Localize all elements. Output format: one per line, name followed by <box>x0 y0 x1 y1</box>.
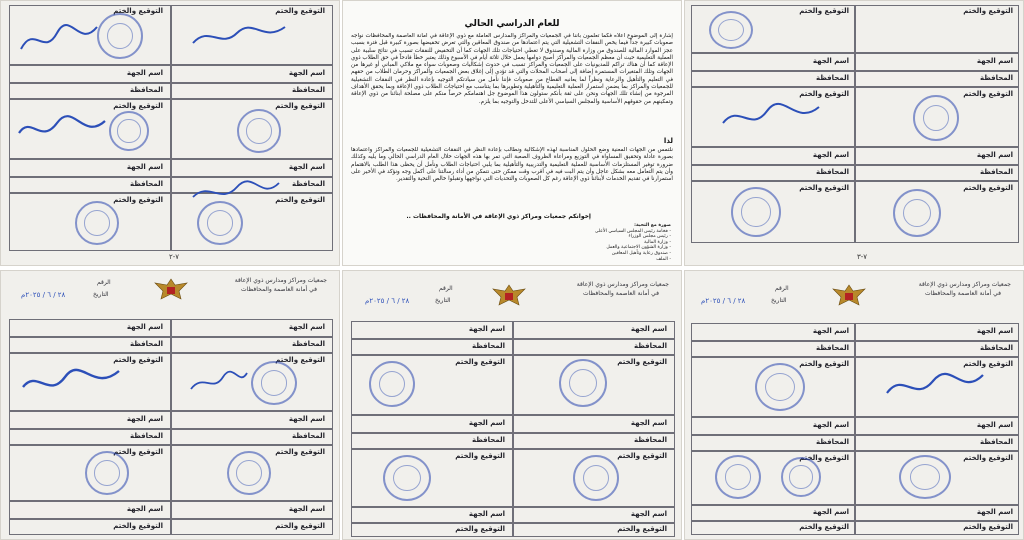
governorate-label: المحافظة <box>291 432 325 440</box>
governorate-label: المحافظة <box>633 436 667 444</box>
signature-stamp-label: التوقيع والختم <box>113 522 163 530</box>
round-stamp-icon <box>559 359 607 407</box>
entity-name-label: اسم الجهة <box>976 508 1013 516</box>
governorate-label: المحافظة <box>471 436 505 444</box>
handwritten-signature-icon <box>885 367 985 407</box>
round-stamp-icon <box>913 95 959 141</box>
page-number: ٧-٢ <box>169 253 180 261</box>
signature-stamp-label: التوقيع والختم <box>963 523 1013 531</box>
letter-paragraph-1: إشارة إلى الموضوع أعلاه فكما تعلمون بأننا في الجمعيات والمراكز والمدارس العاملة مع ذوي الإعاقة في أمانة العاصمة والمحافظات نواجه صعوبات كبيرة جداً فيما يخص النفقات التشغيلية التي يتم اعتمادها من صندوق المعاقين والتي تعرض تخفيضها بصورة كبيرة قبل فترة بسبب عجز الموارد المالية للصندوق من وزارة المالية وصندوق لا تغطي احتياجات تلك الجهات كما أن التخفيض للنفقات تسبب في نتائج سلبية على العملية التعليمية حيث أن معظم الجمعيات والمراكز أصبح دوامها يعمل خلال ثلاثة أيام في الأسبوع وذلك يعتبر خطأ فادحاً في حق الطلاب ذوي الإعاقة كما أن هناك تراكم للمديونيات على الجمعيات والمراكز تسبب في حدوث إشكاليات وصعوبات سواء مع ملاكي المباني أو غيرها من الجهات وتلك المتغيرات المستمرة إضافة إلى أصحاب المحلات والتي قد تؤدي إلى إغلاق بعض الجمعيات والمراكز وحرمان الطلاب من حقهم في التعليم والتأهيل والرعاية ونظراً لما يعانيه القطاع من صعوبات فإننا نأمل من سيادتكم التوجيه بإعادة النظر في النفقات التشغيلية للجمعيات والمراكز بما يضمن استمرار العملية التعليمية والتأهيلية وتطويرها بما يتناسب مع احتياجات الطلاب ذوي الإعاقة وبما يحقق الأهداف المرجوة من إنشاء تلك الجهات ونحن على ثقة بأنكم ستولون هذا الموضوع جل اهتمامكم حرصاً منكم على مصلحة أبنائنا من ذوي الإعاقة وتمكينهم من حقوقهم الأساسية والمجلس السياسي الأعلى للتدخل والتوجيه بما يلزم. <box>351 33 673 105</box>
form-photo-top-right <box>684 0 1024 266</box>
governorate-label: المحافظة <box>291 180 325 188</box>
list-item: - فخامة رئيس المجلس السياسي الأعلى <box>594 228 671 234</box>
handwritten-signature-icon <box>17 111 107 147</box>
entity-name-label: اسم الجهة <box>812 57 849 65</box>
entity-name-label: اسم الجهة <box>288 69 325 77</box>
handwritten-signature-icon <box>191 177 281 207</box>
signature-stamp-label: التوقيع والختم <box>799 523 849 531</box>
page-number: ٧-٣ <box>857 253 868 261</box>
governorate-label: المحافظة <box>979 168 1013 176</box>
governorate-label: المحافظة <box>815 168 849 176</box>
form-header-line-1: جمعيات ومراكز ومدارس ذوي الإعاقة <box>576 281 669 288</box>
entity-name-label: اسم الجهة <box>976 327 1013 335</box>
list-item: - وزارة المالية <box>644 239 671 245</box>
signature-stamp-label: التوقيع والختم <box>275 356 325 364</box>
form-header-line-2: في أمانة العاصمة والمحافظات <box>240 286 317 293</box>
entity-name-label: اسم الجهة <box>126 323 163 331</box>
governorate-label: المحافظة <box>979 438 1013 446</box>
number-label: الرقم <box>439 285 453 292</box>
signature-stamp-label: التوقيع والختم <box>275 196 325 204</box>
signature-stamp-label: التوقيع والختم <box>617 358 667 366</box>
form-photo-bottom-left <box>0 270 340 540</box>
round-stamp-icon <box>97 13 143 59</box>
entity-name-label: اسم الجهة <box>288 163 325 171</box>
governorate-label: المحافظة <box>291 86 325 94</box>
entity-name-label: اسم الجهة <box>468 419 505 427</box>
signature-stamp-label: التوقيع والختم <box>963 184 1013 192</box>
signature-stamp-label: التوقيع والختم <box>455 358 505 366</box>
handwritten-signature-icon <box>189 15 289 55</box>
round-stamp-icon <box>731 187 781 237</box>
entity-name-label: اسم الجهة <box>976 57 1013 65</box>
signature-stamp-label: التوقيع والختم <box>617 525 667 533</box>
entity-name-label: اسم الجهة <box>288 323 325 331</box>
round-stamp-icon <box>899 455 951 499</box>
letter-paragraph-2: نلتمس من الجهات المعنية وضع الحلول المناسبة لهذه الإشكالية ونطالب بإعادة النظر في النفقات التشغيلية للجمعيات والمراكز واعتمادها بصورة عادلة وتحقيق المساواة في التوزيع ومراعاة الظروف الصعبة التي تمر بها هذه الجهات خلال العام الدراسي الحالي وما يليه وكذلك ضرورة توفير المستلزمات الأساسية للعملية التعليمية والتدريبية والتأهيلية بما يلبي احتياجات الطلاب ونأمل أن يحظى هذا الطلب بالاهتمام وأن يتم التعامل معه بشكل عاجل وأن يتم البت فيه في أقرب وقت ممكن حتى نتمكن من أداء رسالتنا على أكمل وجه ونؤكد في الأخير على استمرارنا في تقديم الخدمات لأبنائنا ذوي الإعاقة رغم كل الصعوبات والتحديات التي نواجهها وتقبلوا خالص التحية والتقدير. <box>351 147 673 183</box>
form-photo-top-left <box>0 0 340 266</box>
signature-stamp-label: التوقيع والختم <box>455 452 505 460</box>
letter-heading: للعام الدراسي الحالي <box>464 19 560 29</box>
signature-stamp-label: التوقيع والختم <box>275 102 325 110</box>
round-stamp-icon <box>573 455 619 501</box>
governorate-label: المحافظة <box>815 438 849 446</box>
entity-name-label: اسم الجهة <box>126 69 163 77</box>
signature-stamp-label: التوقيع والختم <box>963 7 1013 15</box>
form-header-line-2: في أمانة العاصمة والمحافظات <box>582 290 659 297</box>
round-stamp-icon <box>755 363 805 411</box>
handwritten-signature-icon <box>21 363 121 403</box>
round-stamp-icon <box>383 455 431 501</box>
date-value: ٢٨ / ٦ / ٢٠٢٥م <box>701 297 746 305</box>
governorate-label: المحافظة <box>129 432 163 440</box>
signature-stamp-label: التوقيع والختم <box>963 90 1013 98</box>
governorate-label: المحافظة <box>129 86 163 94</box>
date-value: ٢٨ / ٦ / ٢٠٢٥م <box>21 291 66 299</box>
entity-name-label: اسم الجهة <box>288 505 325 513</box>
entity-name-label: اسم الجهة <box>630 510 667 518</box>
form-header-line-2: في أمانة العاصمة والمحافظات <box>924 290 1001 297</box>
entity-name-label: اسم الجهة <box>468 510 505 518</box>
form-header-line-1: جمعيات ومراكز ومدارس ذوي الإعاقة <box>234 277 327 284</box>
signature-stamp-label: التوقيع والختم <box>799 184 849 192</box>
governorate-label: المحافظة <box>979 344 1013 352</box>
governorate-label: المحافظة <box>291 340 325 348</box>
form-photo-bottom-center <box>342 270 682 540</box>
yemen-eagle-emblem-icon <box>151 277 191 301</box>
entity-name-label: اسم الجهة <box>812 508 849 516</box>
governorate-label: المحافظة <box>633 342 667 350</box>
signature-table <box>1 1 339 265</box>
entity-name-label: اسم الجهة <box>630 325 667 333</box>
entity-name-label: اسم الجهة <box>126 505 163 513</box>
list-item: - صندوق رعاية وتأهيل المعاقين <box>611 250 671 256</box>
round-stamp-icon <box>251 361 297 405</box>
governorate-label: المحافظة <box>129 180 163 188</box>
date-label: التاريخ <box>93 291 109 298</box>
distribution-heading: صورة مع التحية: <box>634 223 671 228</box>
round-stamp-icon <box>227 451 271 495</box>
signature-stamp-label: التوقيع والختم <box>799 90 849 98</box>
signature-stamp-label: التوقيع والختم <box>617 452 667 460</box>
date-label: التاريخ <box>771 297 787 304</box>
signature-stamp-label: التوقيع والختم <box>963 360 1013 368</box>
entity-name-label: اسم الجهة <box>126 415 163 423</box>
round-stamp-icon <box>715 455 761 499</box>
signature-stamp-label: التوقيع والختم <box>113 356 163 364</box>
number-label: الرقم <box>775 285 789 292</box>
distribution-list <box>595 223 671 262</box>
signature-stamp-label: التوقيع والختم <box>455 525 505 533</box>
entity-name-label: اسم الجهة <box>630 419 667 427</box>
round-stamp-icon <box>197 201 243 245</box>
yemen-eagle-emblem-icon <box>489 283 529 307</box>
form-header-line-1: جمعيات ومراكز ومدارس ذوي الإعاقة <box>918 281 1011 288</box>
signature-stamp-label: التوقيع والختم <box>963 454 1013 462</box>
signature-stamp-label: التوقيع والختم <box>113 448 163 456</box>
entity-name-label: اسم الجهة <box>468 325 505 333</box>
signature-stamp-label: التوقيع والختم <box>275 7 325 15</box>
list-item: - وزارة الشؤون الاجتماعية والعمل <box>606 245 671 251</box>
round-stamp-icon <box>109 111 149 151</box>
signature-table <box>685 1 1023 265</box>
form-photo-bottom-right <box>684 270 1024 540</box>
governorate-label: المحافظة <box>129 340 163 348</box>
round-stamp-icon <box>709 11 753 49</box>
entity-name-label: اسم الجهة <box>126 163 163 171</box>
signature-stamp-label: التوقيع والختم <box>799 7 849 15</box>
handwritten-signature-icon <box>19 19 99 59</box>
date-value: ٢٨ / ٦ / ٢٠٢٥م <box>365 297 410 305</box>
round-stamp-icon <box>369 361 415 407</box>
letter-document <box>342 0 682 266</box>
number-label: الرقم <box>97 279 111 286</box>
entity-name-label: اسم الجهة <box>976 151 1013 159</box>
round-stamp-icon <box>237 109 281 153</box>
signature-stamp-label: التوقيع والختم <box>113 102 163 110</box>
list-item: - الملف <box>656 256 671 262</box>
round-stamp-icon <box>781 457 821 497</box>
entity-name-label: اسم الجهة <box>812 151 849 159</box>
round-stamp-icon <box>75 201 119 245</box>
handwritten-signature-icon <box>189 367 249 397</box>
round-stamp-icon <box>893 189 941 237</box>
entity-name-label: اسم الجهة <box>812 421 849 429</box>
signature-stamp-label: التوقيع والختم <box>113 7 163 15</box>
round-stamp-icon <box>85 451 129 495</box>
yemen-eagle-emblem-icon <box>829 283 869 307</box>
governorate-label: المحافظة <box>471 342 505 350</box>
signature-stamp-label: التوقيع والختم <box>275 448 325 456</box>
entity-name-label: اسم الجهة <box>812 327 849 335</box>
letter-closing: إخوانكم جمعيات ومراكز ذوي الإعاقة في الأمانة والمحافظات .. <box>406 213 591 220</box>
governorate-label: المحافظة <box>815 344 849 352</box>
entity-name-label: اسم الجهة <box>976 421 1013 429</box>
signature-stamp-label: التوقيع والختم <box>113 196 163 204</box>
governorate-label: المحافظة <box>815 74 849 82</box>
signature-stamp-label: التوقيع والختم <box>275 522 325 530</box>
date-label: التاريخ <box>435 297 451 304</box>
signature-stamp-label: التوقيع والختم <box>799 454 849 462</box>
list-item: - رئيس مجلس الوزراء <box>628 234 671 240</box>
entity-name-label: اسم الجهة <box>288 415 325 423</box>
signature-stamp-label: التوقيع والختم <box>799 360 849 368</box>
handwritten-signature-icon <box>721 97 821 137</box>
letter-lead-word: لذا <box>663 137 673 145</box>
governorate-label: المحافظة <box>979 74 1013 82</box>
